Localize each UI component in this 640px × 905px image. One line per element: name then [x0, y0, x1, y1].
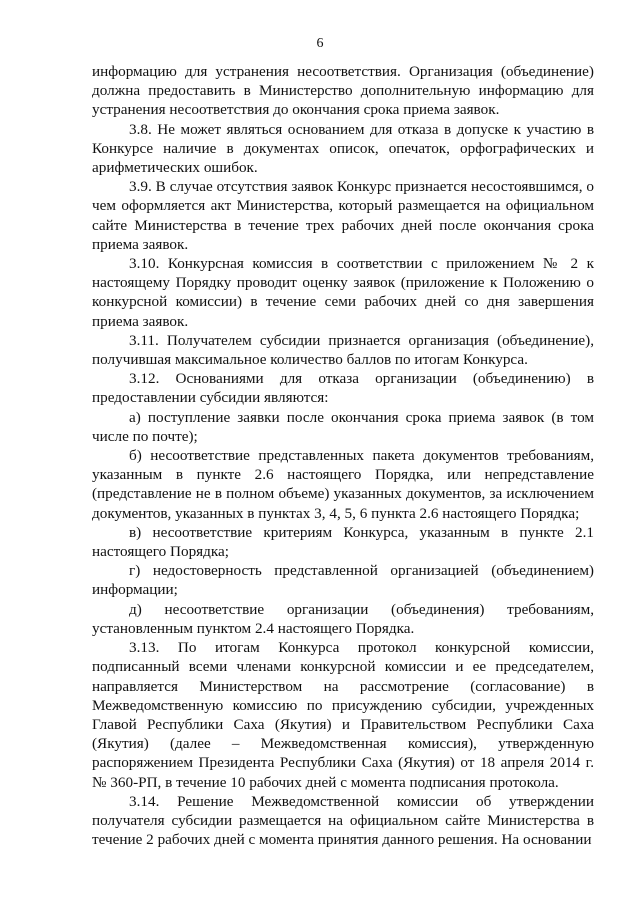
list-item: а) поступление заявки после окончания срока приема заявок (в том числе по почте);	[92, 408, 594, 445]
paragraph: 3.14. Решение Межведомственной комиссии об утверждении получателя субсидии размещается на официальном сайте Министерства в течение 2 рабочих дней с момента принятия данного решения. На основании	[92, 792, 594, 849]
list-item: г) недостоверность представленной организацией (объединением) информации;	[92, 562, 594, 599]
paragraph: 3.10. Конкурсная комиссия в соответствии с приложением № 2 к настоящему Порядку проводит оценку заявок (приложение к Положению о конкурсной комиссии) в течение семи рабочих дней со дня завершения приема заявок.	[92, 255, 594, 330]
list-item: д) несоответствие организации (объединения) требованиям, установленным пунктом 2.4 настоящего Порядка.	[92, 600, 594, 637]
document-body	[92, 62, 594, 849]
paragraph: 3.13. По итогам Конкурса протокол конкурсной комиссии, подписанный всеми членами конкурсной комиссии и ее председателем, направляется Министерством на рассмотрение (согласование) в Межведомственную комиссию по присуждению субсидии, учрежденных Главой Республики Саха (Якутия) и Правительством Республики Саха (Якутия) (далее – Межведомственная комиссия), утвержденную распоряжением Президента Республики Саха (Якутия) от 18 апреля 2014 г. № 360-РП, в течение 10 рабочих дней с момента подписания протокола.	[92, 639, 594, 791]
paragraph: 3.12. Основаниями для отказа организации (объединению) в предоставлении субсидии являются:	[92, 370, 594, 407]
list-item: б) несоответствие представленных пакета документов требованиям, указанным в пункте 2.6 настоящего Порядка, или непредставление (представление не в полном объеме) указанных документов, за исключением документов, указанных в пунктах 3, 4, 5, 6 пункта 2.6 настоящего Порядка;	[92, 447, 594, 522]
paragraph: 3.8. Не может являться основанием для отказа в допуске к участию в Конкурсе наличие в документах описок, опечаток, орфографических и арифметических ошибок.	[92, 120, 594, 177]
paragraph: 3.11. Получателем субсидии признается организация (объединение), получившая максимальное количество баллов по итогам Конкурса.	[92, 331, 594, 369]
page-number: 6	[316, 36, 324, 51]
paragraph: 3.9. В случае отсутствия заявок Конкурс признается несостоявшимся, о чем оформляется акт Министерства, который размещается на официальном сайте Министерства в течение трех рабочих дней после окончания срока приема заявок.	[92, 178, 594, 253]
list-item: в) несоответствие критериям Конкурса, указанным в пункте 2.1 настоящего Порядка;	[92, 523, 594, 561]
paragraph: информацию для устранения несоответствия. Организация (объединение) должна предоставить в Министерство дополнительную информацию для устранения несоответствия до окончания срока приема заявок.	[92, 63, 594, 119]
